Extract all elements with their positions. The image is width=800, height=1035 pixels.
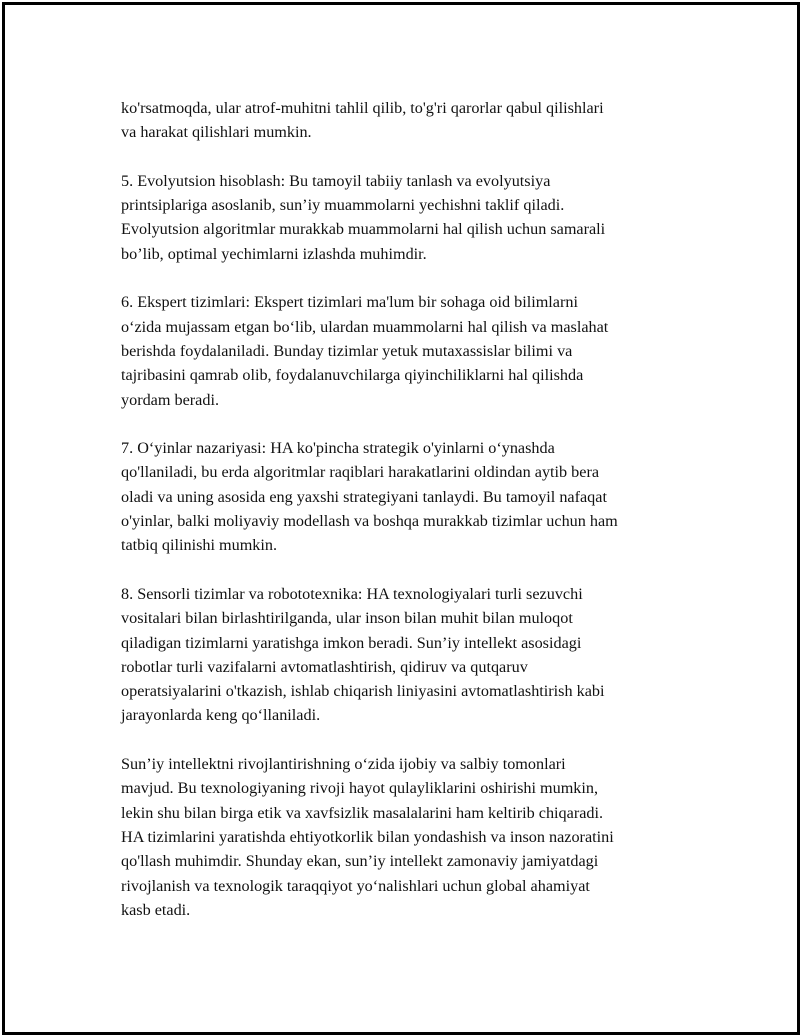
text-line: mavjud. Bu texnologiyaning rivoji hayot qulayliklarini oshirishi mumkin, xyxy=(121,779,599,798)
text-line: ko'rsatmoqda, ular atrof-muhitni tahlil qilib, to'g'ri qarorlar qabul qilishlari xyxy=(121,99,604,117)
text-line: 5. Evolyutsion hisoblash: Bu tamoyil tabiiy tanlash va evolyutsiya xyxy=(121,171,551,190)
text-line: berishda foydalaniladi. Bunday tizimlar yetuk mutaxassislar bilimi va xyxy=(121,341,573,360)
page-frame xyxy=(2,2,800,1035)
text-line: operatsiyalarini o'tkazish, ishlab chiqarish liniyasini avtomatlashtirish kabi xyxy=(121,682,605,701)
paragraph-intro-continuation xyxy=(121,96,711,145)
text-line: tatbiq qilinishi mumkin. xyxy=(121,536,278,555)
text-line: bo’lib, optimal yechimlarni izlashda muhimdir. xyxy=(121,244,427,263)
text-line: 6. Ekspert tizimlari: Ekspert tizimlari ma'lum bir sohaga oid bilimlarni xyxy=(121,293,578,312)
text-line: lekin shu bilan birga etik va xavfsizlik masalalarini ham keltirib chiqaradi. xyxy=(121,803,604,822)
text-line: yordam beradi. xyxy=(121,390,219,409)
text-line: 7. O‘yinlar nazariyasi: HA ko'pincha strategik o'yinlarni o‘ynashda xyxy=(121,439,555,458)
text-line: tajribasini qamrab olib, foydalanuvchilarga qiyinchiliklarni hal qilishda xyxy=(121,366,584,385)
text-line: oladi va uning asosida eng yaxshi strategiyani tanlaydi. Bu tamoyil nafaqat xyxy=(121,487,607,506)
text-line: robotlar turli vazifalarni avtomatlashtirish, qidiruv va qutqaruv xyxy=(121,657,528,676)
text-line: qo'llash muhimdir. Shunday ekan, sun’iy intellekt zamonaviy jamiyatdagi xyxy=(121,852,599,871)
text-line: printsiplariga asoslanib, sun’iy muammolarni yechishni taklif qiladi. xyxy=(121,196,565,215)
document-body xyxy=(121,96,711,946)
text-line: HA tizimlarini yaratishda ehtiyotkorlik bilan yondashish va inson nazoratini xyxy=(121,827,614,846)
text-line: Sun’iy intellektni rivojlantirishning o‘zida ijobiy va salbiy tomonlari xyxy=(121,755,566,774)
text-line: o‘zida mujassam etgan bo‘lib, ulardan muammolarni hal qilish va maslahat xyxy=(121,317,609,336)
paragraph-sensor-robotics xyxy=(121,582,711,728)
text-line: kasb etadi. xyxy=(121,900,191,919)
text-line: qo'llaniladi, bu erda algoritmlar raqiblari harakatlarini oldindan aytib bera xyxy=(121,463,600,482)
text-line: rivojlanish va texnologik taraqqiyot yo‘nalishlari uchun global ahamiyat xyxy=(121,876,590,895)
paragraph-conclusion xyxy=(121,752,711,922)
paragraph-evolutionary-computing xyxy=(121,169,711,266)
paragraph-game-theory xyxy=(121,436,711,557)
text-line: jarayonlarda keng qo‘llaniladi. xyxy=(121,706,321,725)
paragraph-expert-systems xyxy=(121,290,711,411)
text-line: o'yinlar, balki moliyaviy modellash va boshqa murakkab tizimlar uchun ham xyxy=(121,512,618,531)
text-line: va harakat qilishlari mumkin. xyxy=(121,123,312,142)
text-line: 8. Sensorli tizimlar va robototexnika: HA texnologiyalari turli sezuvchi xyxy=(121,584,583,603)
text-line: qiladigan tizimlarni yaratishga imkon beradi. Sun’iy intellekt asosidagi xyxy=(121,633,582,652)
text-line: Evolyutsion algoritmlar murakkab muammolarni hal qilish uchun samarali xyxy=(121,220,606,239)
text-line: vositalari bilan birlashtirilganda, ular inson bilan muhit bilan muloqot xyxy=(121,609,573,628)
